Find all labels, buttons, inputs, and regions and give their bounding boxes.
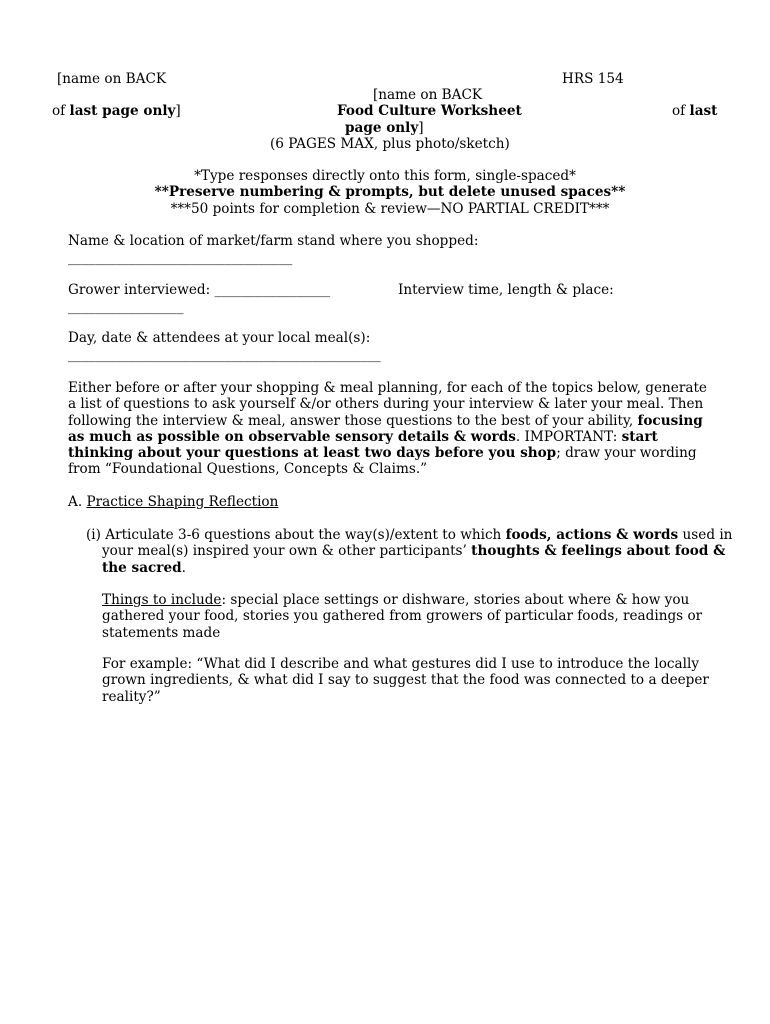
worksheet-title: Food Culture Worksheet bbox=[337, 103, 522, 119]
item-i-bold-thoughts: thoughts & feelings about food & the sacred bbox=[102, 543, 726, 576]
grower-label: Grower interviewed: bbox=[68, 282, 211, 298]
interview-label: Interview time, length & place: bbox=[398, 282, 614, 298]
header-right-last: last bbox=[689, 103, 718, 119]
header-center-tail bbox=[345, 120, 424, 136]
item-i-mid: used in your meal(s) inspired your own & other participants’ bbox=[102, 527, 733, 560]
header-left-of: of bbox=[52, 103, 66, 119]
header-center-close: ] bbox=[418, 120, 424, 136]
instruction-type-responses: *Type responses directly onto this form, single-spaced* bbox=[194, 168, 576, 184]
item-i-start: (i) Articulate 3-6 questions about the way(s)/extent to which bbox=[86, 527, 506, 543]
section-a-title: Practice Shaping Reflection bbox=[86, 494, 279, 510]
header-center-page-only: page only bbox=[345, 120, 419, 136]
important-label: IMPORTANT: bbox=[524, 428, 622, 445]
header-center-name: [name on BACK bbox=[373, 87, 483, 103]
intro-bold: focusing as much as possible on observable sensory details & words bbox=[68, 412, 703, 445]
things-text: : special place settings or dishware, stories about where & how you gathered your food, stories you gathered from growers of particular foods, readings or statements made bbox=[102, 592, 703, 641]
item-i bbox=[86, 527, 734, 576]
intro-text: Either before or after your shopping & meal planning, for each of the topics below, generate a list of questions to ask yourself &/or others during your interview & later your meal. Then following the interview & meal, answer those questions to the best of your ability, bbox=[68, 380, 707, 429]
instruction-points: ***50 points for completion & review—NO PARTIAL CREDIT*** bbox=[170, 201, 610, 217]
section-a-heading bbox=[68, 494, 278, 510]
header-right-tail bbox=[672, 103, 717, 119]
grower-field bbox=[68, 282, 330, 298]
header-left-tail bbox=[52, 103, 181, 119]
item-i-bold-foods: foods, actions & words bbox=[505, 527, 679, 543]
item-i-end: . bbox=[181, 559, 186, 576]
section-a-letter: A. bbox=[68, 494, 87, 510]
meal-label: Day, date & attendees at your local meal(s): bbox=[68, 330, 371, 346]
market-blank[interactable]: _________________________________ bbox=[68, 250, 293, 266]
grower-blank[interactable]: _________________ bbox=[214, 282, 331, 298]
important-bold: start thinking about your questions at least two days before you shop bbox=[68, 428, 658, 462]
instruction-preserve-numbering: **Preserve numbering & prompts, but delete unused spaces** bbox=[154, 184, 626, 200]
meal-blank[interactable]: ______________________________________________ bbox=[68, 347, 381, 363]
things-to-include bbox=[102, 592, 718, 641]
course-code: HRS 154 bbox=[562, 71, 624, 87]
header-left-name: [name on BACK bbox=[57, 71, 167, 87]
important-end: ; draw your wording from “Foundational Questions, Concepts & Claims.” bbox=[68, 445, 697, 478]
header-left-close: ] bbox=[175, 103, 181, 119]
pages-note: (6 PAGES MAX, plus photo/sketch) bbox=[270, 136, 510, 152]
interview-blank[interactable]: _________________ bbox=[68, 299, 184, 315]
intro-end: . bbox=[515, 428, 521, 445]
market-label: Name & location of market/farm stand where you shopped: bbox=[68, 233, 479, 249]
header-right-of: of bbox=[672, 103, 686, 119]
intro-paragraph bbox=[68, 380, 718, 478]
things-label: Things to include bbox=[102, 592, 222, 608]
example-text: For example: “What did I describe and what gestures did I use to introduce the locally grown ingredients, & what did I say to suggest that the food was connected to a deeper reality?” bbox=[102, 656, 709, 705]
header-left-last-page-only: last page only bbox=[69, 103, 176, 119]
